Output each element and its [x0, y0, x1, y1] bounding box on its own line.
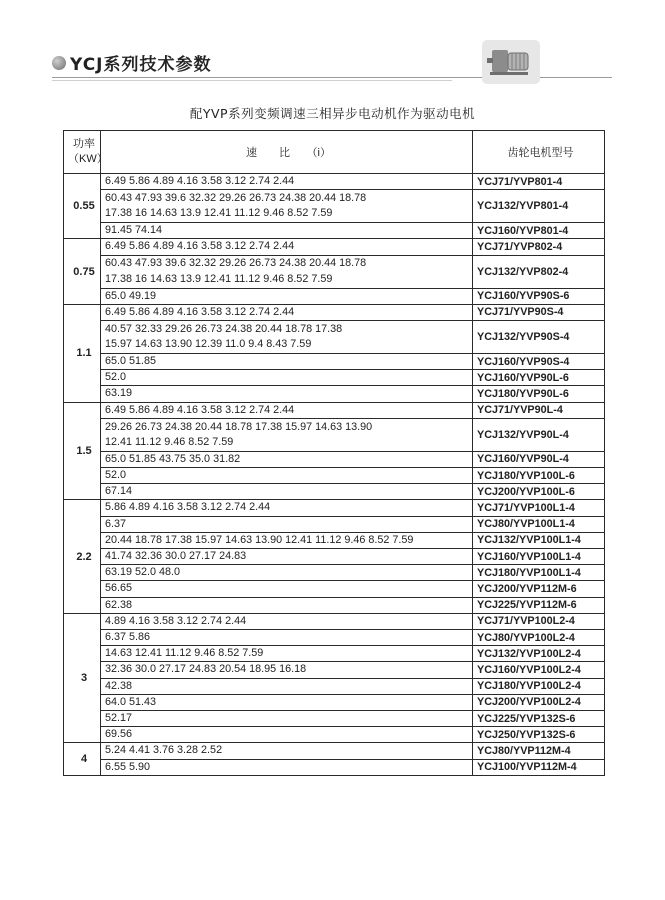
- ratio-line: 65.0 51.85 43.75 35.0 31.82: [105, 452, 241, 465]
- model-cell: YCJ80/YVP112M-4: [473, 743, 605, 759]
- ratio-cell: [101, 597, 473, 613]
- model-cell: YCJ132/YVP90S-4: [473, 321, 605, 354]
- model-cell: YCJ71/YVP90S-4: [473, 304, 605, 320]
- ratio-line: 17.38 16 14.63 13.9 12.41 11.12 9.46 8.52 7.59: [105, 207, 333, 220]
- ratio-cell: [101, 402, 473, 418]
- model-cell: YCJ225/YVP112M-6: [473, 597, 605, 613]
- ratio-line: 63.19 52.0 48.0: [105, 566, 181, 579]
- ratio-line: 60.43 47.93 39.6 32.32 29.26 26.73 24.38 20.44 18.78: [105, 192, 367, 204]
- model-cell: YCJ80/YVP100L1-4: [473, 516, 605, 532]
- table-row: [64, 694, 605, 710]
- power-cell: 2.2: [64, 500, 101, 613]
- ratio-cell: [101, 727, 473, 743]
- model-cell: YCJ200/YVP100L2-4: [473, 694, 605, 710]
- table-row: [64, 304, 605, 320]
- model-cell: YCJ250/YVP132S-6: [473, 727, 605, 743]
- table-row: [64, 549, 605, 565]
- table-row: [64, 321, 605, 354]
- power-header-line: 功率: [73, 138, 95, 150]
- ratio-cell: [101, 418, 473, 451]
- ratio-line: 65.0 51.85: [105, 355, 157, 368]
- ratio-line: 5.24 4.41 3.76 3.28 2.52: [105, 744, 223, 757]
- ratio-line: 5.86 4.89 4.16 3.58 3.12 2.74 2.44: [105, 501, 271, 514]
- table-row: [64, 451, 605, 467]
- ratio-line: 52.17: [105, 712, 133, 725]
- ratio-line: 12.41 11.12 9.46 8.52 7.59: [105, 435, 234, 448]
- table-row: [64, 484, 605, 500]
- ratio-line: 17.38 16 14.63 13.9 12.41 11.12 9.46 8.52 7.59: [105, 272, 333, 285]
- ratio-line: 62.38: [105, 598, 133, 611]
- ratio-line: 15.97 14.63 13.90 12.39 11.0 9.4 8.43 7.59: [105, 338, 312, 351]
- table-row: [64, 354, 605, 370]
- table-row: [64, 743, 605, 759]
- table-row: [64, 727, 605, 743]
- table-row: [64, 711, 605, 727]
- ratio-cell: [101, 288, 473, 304]
- ratio-line: 6.49 5.86 4.89 4.16 3.58 3.12 2.74 2.44: [105, 240, 295, 253]
- ratio-cell: [101, 532, 473, 548]
- model-cell: YCJ160/YVP100L2-4: [473, 662, 605, 678]
- ratio-cell: [101, 516, 473, 532]
- power-cell: 1.1: [64, 304, 101, 402]
- ratio-line: 6.37 5.86: [105, 631, 151, 644]
- ratio-cell: [101, 451, 473, 467]
- ratio-cell: [101, 174, 473, 190]
- table-caption: 配YVP系列变频调速三相异步电动机作为驱动电机: [189, 106, 476, 121]
- ratio-line: 65.0 49.19: [105, 289, 157, 302]
- ratio-line: 6.49 5.86 4.89 4.16 3.58 3.12 2.74 2.44: [105, 403, 295, 416]
- ratio-line: 67.14: [105, 485, 133, 498]
- table-row: [64, 613, 605, 629]
- ratio-cell: [101, 662, 473, 678]
- ratio-cell: [101, 354, 473, 370]
- table-row: [64, 402, 605, 418]
- ratio-line: 60.43 47.93 39.6 32.32 29.26 26.73 24.38 20.44 18.78: [105, 257, 367, 270]
- model-cell: YCJ132/YVP90L-4: [473, 418, 605, 451]
- ratio-line: 91.45 74.14: [105, 224, 163, 237]
- model-cell: YCJ160/YVP90S-6: [473, 288, 605, 304]
- header-rule-accent: [52, 80, 452, 81]
- table-row: [64, 646, 605, 662]
- power-cell: 1.5: [64, 402, 101, 500]
- model-cell: YCJ180/YVP100L1-4: [473, 565, 605, 581]
- ratio-cell: [101, 500, 473, 516]
- ratio-cell: [101, 565, 473, 581]
- ratio-line: 52.0: [105, 371, 127, 384]
- model-cell: YCJ132/YVP100L1-4: [473, 532, 605, 548]
- model-cell: YCJ160/YVP801-4: [473, 223, 605, 239]
- table-header-row: [64, 131, 605, 174]
- ratio-cell: [101, 694, 473, 710]
- ratio-line: 4.89 4.16 3.58 3.12 2.74 2.44: [105, 614, 247, 627]
- table-row: [64, 190, 605, 223]
- ratio-cell: [101, 484, 473, 500]
- ratio-cell: [101, 613, 473, 629]
- table-row: [64, 386, 605, 402]
- power-cell: 3: [64, 613, 101, 743]
- model-cell: YCJ200/YVP112M-6: [473, 581, 605, 597]
- ratio-line: 29.26 26.73 24.38 20.44 18.78 17.38 15.97 14.63 13.90: [105, 420, 373, 433]
- model-cell: YCJ132/YVP801-4: [473, 190, 605, 223]
- model-cell: YCJ71/YVP90L-4: [473, 402, 605, 418]
- ratio-line: 63.19: [105, 387, 133, 400]
- ratio-line: 32.36 30.0 27.17 24.83 20.54 18.95 16.18: [105, 663, 307, 676]
- geared-motor-icon: [482, 40, 540, 84]
- ratio-line: 20.44 18.78 17.38 15.97 14.63 13.90 12.41 11.12 9.46 8.52 7.59: [105, 533, 414, 546]
- page-title: YCJ系列技术参数: [70, 55, 212, 75]
- model-cell: YCJ180/YVP100L-6: [473, 468, 605, 484]
- ratio-line: 6.37: [105, 517, 127, 530]
- ratio-line: 6.49 5.86 4.89 4.16 3.58 3.12 2.74 2.44: [105, 305, 295, 318]
- model-cell: YCJ160/YVP90L-4: [473, 451, 605, 467]
- ratio-cell: [101, 549, 473, 565]
- power-column-header: [64, 131, 108, 174]
- ratio-cell: [101, 386, 473, 402]
- ratio-cell: [101, 711, 473, 727]
- model-cell: YCJ180/YVP100L2-4: [473, 678, 605, 694]
- table-row: [64, 174, 605, 190]
- model-cell: YCJ100/YVP112M-4: [473, 759, 605, 775]
- ratio-cell: [101, 468, 473, 484]
- model-cell: YCJ160/YVP100L1-4: [473, 549, 605, 565]
- table-row: [64, 239, 605, 255]
- ratio-cell: [101, 581, 473, 597]
- model-cell: YCJ160/YVP90S-4: [473, 354, 605, 370]
- table-row: [64, 288, 605, 304]
- power-cell: 0.55: [64, 174, 101, 239]
- model-cell: YCJ71/YVP802-4: [473, 239, 605, 255]
- table-row: [64, 662, 605, 678]
- table-row: [64, 370, 605, 386]
- ratio-cell: [101, 239, 473, 255]
- ratio-line: 41.74 32.36 30.0 27.17 24.83: [105, 550, 247, 563]
- power-cell: 0.75: [64, 239, 101, 304]
- ratio-cell: [101, 678, 473, 694]
- ratio-line: 6.49 5.86 4.89 4.16 3.58 3.12 2.74 2.44: [105, 175, 295, 187]
- ratio-line: 14.63 12.41 11.12 9.46 8.52 7.59: [105, 647, 264, 660]
- table-row: [64, 516, 605, 532]
- model-cell: YCJ132/YVP100L2-4: [473, 646, 605, 662]
- ratio-cell: [101, 321, 473, 354]
- ratio-cell: [101, 630, 473, 646]
- model-column-header: 齿轮电机型号: [473, 131, 605, 174]
- table-row: [64, 532, 605, 548]
- table-row: [64, 630, 605, 646]
- model-cell: YCJ71/YVP100L1-4: [473, 500, 605, 516]
- table-row: [64, 759, 605, 775]
- model-cell: YCJ71/YVP100L2-4: [473, 613, 605, 629]
- model-cell: YCJ80/YVP100L2-4: [473, 630, 605, 646]
- model-cell: YCJ225/YVP132S-6: [473, 711, 605, 727]
- ratio-line: 52.0: [105, 469, 127, 482]
- model-cell: YCJ180/YVP90L-6: [473, 386, 605, 402]
- power-unit-line: （KW）: [68, 153, 108, 165]
- ratio-cell: [101, 743, 473, 759]
- model-cell: YCJ71/YVP801-4: [473, 174, 605, 190]
- table-row: [64, 597, 605, 613]
- ratio-column-header: 速 比 （i）: [101, 131, 473, 174]
- table-row: [64, 678, 605, 694]
- bullet-icon: [52, 56, 66, 70]
- ratio-line: 42.38: [105, 679, 133, 692]
- ratio-cell: [101, 223, 473, 239]
- spec-table: [63, 130, 605, 776]
- ratio-cell: [101, 759, 473, 775]
- table-row: [64, 255, 605, 288]
- ratio-cell: [101, 304, 473, 320]
- table-row: [64, 418, 605, 451]
- ratio-cell: [101, 255, 473, 288]
- table-row: [64, 565, 605, 581]
- ratio-cell: [101, 190, 473, 223]
- table-row: [64, 223, 605, 239]
- ratio-line: 40.57 32.33 29.26 26.73 24.38 20.44 18.78 17.38: [105, 322, 343, 335]
- ratio-cell: [101, 646, 473, 662]
- power-cell: 4: [64, 743, 101, 775]
- table-row: [64, 581, 605, 597]
- model-cell: YCJ200/YVP100L-6: [473, 484, 605, 500]
- ratio-line: 64.0 51.43: [105, 695, 157, 708]
- table-row: [64, 468, 605, 484]
- ratio-line: 56.65: [105, 582, 133, 595]
- ratio-line: 6.55 5.90: [105, 760, 151, 773]
- table-row: [64, 500, 605, 516]
- model-cell: YCJ132/YVP802-4: [473, 255, 605, 288]
- ratio-line: 69.56: [105, 728, 133, 741]
- ratio-cell: [101, 370, 473, 386]
- model-cell: YCJ160/YVP90L-6: [473, 370, 605, 386]
